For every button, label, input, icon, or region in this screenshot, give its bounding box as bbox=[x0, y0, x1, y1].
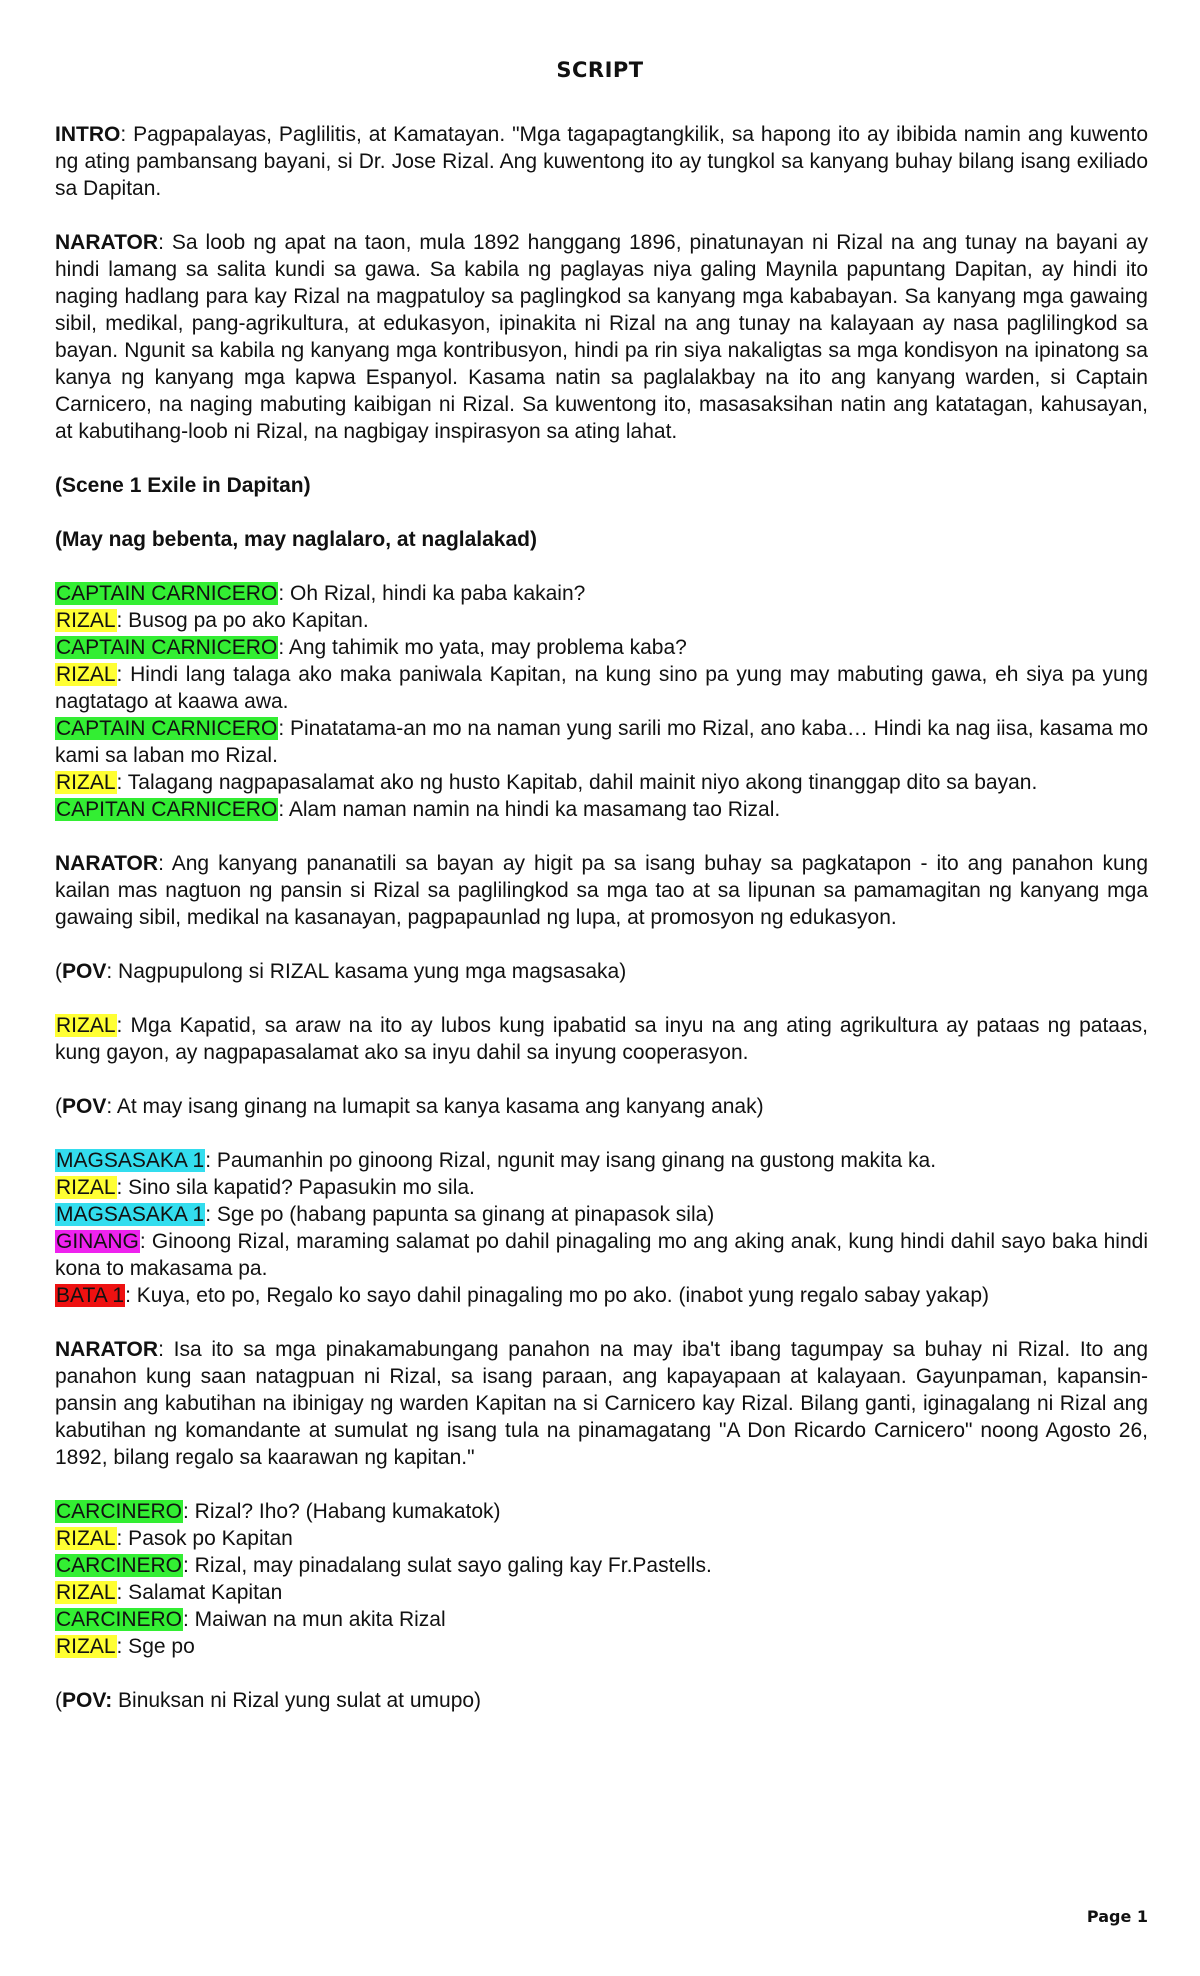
dialogue-text: : Maiwan na mun akita Rizal bbox=[183, 1608, 446, 1631]
speaker-label: RIZAL bbox=[56, 1527, 116, 1550]
paren-open: ( bbox=[55, 1095, 62, 1118]
dialogue-line bbox=[55, 796, 1148, 823]
speaker-label: CARCINERO bbox=[56, 1608, 183, 1631]
dialogue-text: : Salamat Kapitan bbox=[116, 1581, 283, 1604]
dialogue-line bbox=[55, 580, 1148, 607]
dialogue-text: : Oh Rizal, hindi ka paba kakain? bbox=[278, 582, 586, 605]
speaker-label: CAPITAN CARNICERO bbox=[56, 798, 278, 821]
pov-label: POV: bbox=[62, 1689, 113, 1712]
narrator-paragraph-1 bbox=[55, 229, 1148, 445]
dialogue-text: : Kuya, eto po, Regalo ko sayo dahil pinagaling mo po ako. (inabot yung regalo sabay yakap) bbox=[125, 1284, 989, 1307]
dialogue-line bbox=[55, 769, 1148, 796]
dialogue-block-2 bbox=[55, 1147, 1148, 1309]
dialogue-line bbox=[55, 1606, 1148, 1633]
dialogue-text: : Sino sila kapatid? Papasukin mo sila. bbox=[116, 1176, 475, 1199]
speaker-label: RIZAL bbox=[56, 1176, 116, 1199]
dialogue-text: : Pinatatama-an mo na naman yung sarili mo Rizal, ano kaba… Hindi ka nag iisa, kasama mo kami sa laban mo Rizal. bbox=[55, 717, 1148, 767]
pov-text: Binuksan ni Rizal yung sulat at umupo) bbox=[112, 1689, 482, 1712]
dialogue-line bbox=[55, 1282, 1148, 1309]
intro-label: INTRO bbox=[55, 123, 121, 146]
dialogue-text: : Ang tahimik mo yata, may problema kaba? bbox=[278, 636, 687, 659]
dialogue-text: : Sge po (habang papunta sa ginang at pinapasok sila) bbox=[205, 1203, 715, 1226]
dialogue-line bbox=[55, 1174, 1148, 1201]
dialogue-line bbox=[55, 1552, 1148, 1579]
narrator-text: : Ang kanyang pananatili sa bayan ay higit pa sa isang buhay sa pagkatapon - ito ang panahon kung kailan mas nagtuon ng pansin si Rizal sa paglilingkod sa mga tao at sa lipunan sa pamamagitan ng kanyang mga gawaing sibil, medikal na kasanayan, pagpapaunlad ng lupa, at promosyon ng edukasyon. bbox=[55, 852, 1148, 929]
document-title: SCRIPT bbox=[556, 58, 644, 82]
script-content bbox=[55, 121, 1148, 1741]
speaker-label: CAPTAIN CARNICERO bbox=[56, 636, 278, 659]
dialogue-line bbox=[55, 1633, 1148, 1660]
pov-text: : Nagpupulong si RIZAL kasama yung mga magsasaka) bbox=[106, 960, 627, 983]
speaker-label: RIZAL bbox=[56, 771, 116, 794]
dialogue-line bbox=[55, 661, 1148, 715]
dialogue-text: : Pasok po Kapitan bbox=[116, 1527, 293, 1550]
speaker-label: MAGSASAKA 1 bbox=[56, 1149, 205, 1172]
dialogue-text: : Ginoong Rizal, maraming salamat po dahil pinagaling mo ang aking anak, kung hindi dahil sayo baka hindi kona to makasama pa. bbox=[55, 1230, 1148, 1280]
intro-paragraph bbox=[55, 121, 1148, 202]
speaker-label: CAPTAIN CARNICERO bbox=[56, 582, 278, 605]
dialogue-line bbox=[55, 1201, 1148, 1228]
stage-direction: (May nag bebenta, may naglalaro, at naglalakad) bbox=[55, 528, 537, 551]
dialogue-text: : Alam naman namin na hindi ka masamang tao Rizal. bbox=[278, 798, 781, 821]
dialogue-block-1 bbox=[55, 580, 1148, 823]
page-number: Page 1 bbox=[1086, 1907, 1148, 1926]
narrator-label: NARATOR bbox=[55, 1338, 159, 1361]
dialogue-text: : Hindi lang talaga ako maka paniwala Kapitan, na kung sino pa yung may mabuting gawa, eh siya pa yung nagtatago at kaawa awa. bbox=[55, 663, 1148, 713]
narrator-text: : Isa ito sa mga pinakamabungang panahon na may iba't ibang tagumpay sa buhay ni Rizal. Ito ang panahon kung saan natagpuan ni Rizal, sa isang paraan, ang kapayapaan at kalayaan. Gayunpaman, kapansin-pansin ang kabutihan na ibinigay ng warden Kapitan na si Carnicero kay Rizal. Bilang ganti, iginagalang ni Rizal ang kabutihan ng komandante at sumulat ng isang tula na pinamagatang "A Don Ricardo Carnicero" noong Agosto 26, 1892, bilang regalo sa kaarawan ng kapitan." bbox=[55, 1338, 1148, 1469]
dialogue-text: : Busog pa po ako Kapitan. bbox=[116, 609, 369, 632]
dialogue-line bbox=[55, 634, 1148, 661]
speaker-label: BATA 1 bbox=[56, 1284, 125, 1307]
pov-note-2 bbox=[55, 1093, 1148, 1120]
speaker-label: RIZAL bbox=[56, 1014, 116, 1037]
dialogue-block-3 bbox=[55, 1498, 1148, 1660]
dialogue-text: : Rizal? Iho? (Habang kumakatok) bbox=[183, 1500, 501, 1523]
pov-text: : At may isang ginang na lumapit sa kanya kasama ang kanyang anak) bbox=[106, 1095, 764, 1118]
dialogue-line bbox=[55, 1147, 1148, 1174]
pov-note-3 bbox=[55, 1687, 1148, 1714]
narrator-paragraph-2 bbox=[55, 850, 1148, 931]
speaker-label: RIZAL bbox=[56, 1635, 116, 1658]
narrator-label: NARATOR bbox=[55, 231, 159, 254]
narrator-text: : Sa loob ng apat na taon, mula 1892 hanggang 1896, pinatunayan ni Rizal na ang tunay na bayani ay hindi lamang sa salita kundi sa gawa. Sa kabila ng paglayas niya galing Maynila papuntang Dapitan, ay hindi ito naging hadlang para kay Rizal na magpatuloy sa paglingkod sa kanyang mga kababayan. Sa kanyang mga gawaing sibil, medikal, pang-agrikultura, at edukasyon, ipinakita ni Rizal na ang tunay na kalayaan ay nasa paglilingkod sa bayan. Ngunit sa kabila ng kanyang mga kontribusyon, hindi pa rin siya nakaligtas sa mga kondisyon na ipinatong sa kanya ng kanyang mga kapwa Espanyol. Kasama natin sa paglalakbay na ito ang kanyang warden, si Captain Carnicero, na naging mabuting kaibigan ni Rizal. Sa kuwentong ito, masasaksihan natin ang katatagan, kahusayan, at kabutihang-loob ni Rizal, na nagbigay inspirasyon sa ating lahat. bbox=[55, 231, 1148, 443]
speaker-label: RIZAL bbox=[56, 663, 116, 686]
rizal-speech bbox=[55, 1012, 1148, 1066]
speaker-label: MAGSASAKA 1 bbox=[56, 1203, 205, 1226]
dialogue-text: : Sge po bbox=[116, 1635, 195, 1658]
dialogue-line bbox=[55, 715, 1148, 769]
dialogue-line bbox=[55, 607, 1148, 634]
speaker-label: CAPTAIN CARNICERO bbox=[56, 717, 278, 740]
dialogue-text: : Paumanhin po ginoong Rizal, ngunit may isang ginang na gustong makita ka. bbox=[205, 1149, 937, 1172]
speaker-label: CARCINERO bbox=[56, 1500, 183, 1523]
narrator-label: NARATOR bbox=[55, 852, 159, 875]
dialogue-line bbox=[55, 1525, 1148, 1552]
dialogue-line bbox=[55, 1579, 1148, 1606]
speaker-label: CARCINERO bbox=[56, 1554, 183, 1577]
intro-text: : Pagpapalayas, Paglilitis, at Kamatayan. "Mga tagapagtangkilik, sa hapong ito ay ibibida namin ang kuwento ng ating pambansang bayani, si Dr. Jose Rizal. Ang kuwentong ito ay tungkol sa kanyang buhay bilang isang exiliado sa Dapitan. bbox=[55, 123, 1148, 200]
dialogue-line bbox=[55, 1498, 1148, 1525]
dialogue-text: : Talagang nagpapasalamat ako ng husto Kapitab, dahil mainit niyo akong tinanggap dito sa bayan. bbox=[116, 771, 1038, 794]
scene-heading: (Scene 1 Exile in Dapitan) bbox=[55, 474, 311, 497]
paren-open: ( bbox=[55, 1689, 62, 1712]
speaker-label: RIZAL bbox=[56, 609, 116, 632]
pov-note-1 bbox=[55, 958, 1148, 985]
paren-open: ( bbox=[55, 960, 62, 983]
dialogue-line bbox=[55, 1228, 1148, 1282]
dialogue-text: : Rizal, may pinadalang sulat sayo galing kay Fr.Pastells. bbox=[183, 1554, 712, 1577]
dialogue-text: : Mga Kapatid, sa araw na ito ay lubos kung ipabatid sa inyu na ang ating agrikultura ay pataas ng pataas, kung gayon, ay nagpapasalamat ako sa inyu dahil sa inyung cooperasyon. bbox=[55, 1014, 1148, 1064]
speaker-label: GINANG bbox=[56, 1230, 139, 1253]
speaker-label: RIZAL bbox=[56, 1581, 116, 1604]
narrator-paragraph-3 bbox=[55, 1336, 1148, 1471]
pov-label: POV bbox=[62, 1095, 107, 1118]
pov-label: POV bbox=[62, 960, 107, 983]
